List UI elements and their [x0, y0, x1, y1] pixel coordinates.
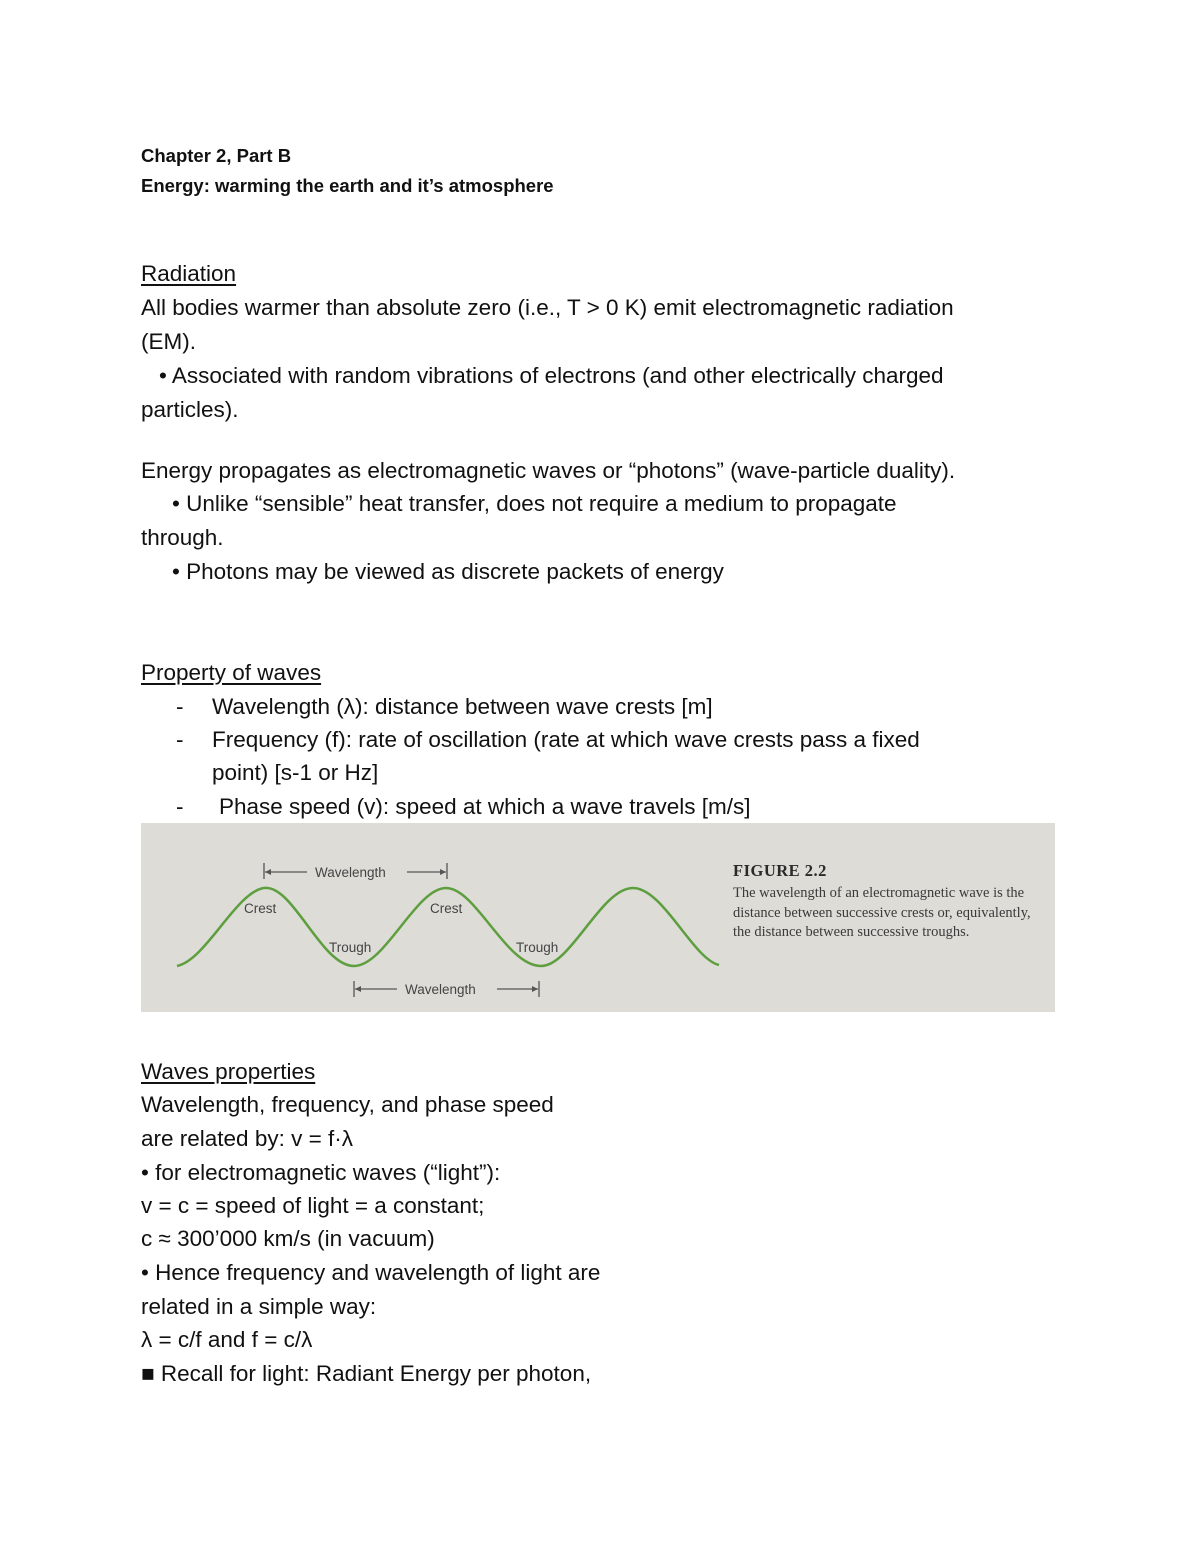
- wave-figure: [141, 823, 1055, 1012]
- list-dash: -: [176, 727, 184, 752]
- radiation-bullet-2: • Unlike “sensible” heat transfer, does not require a medium to propagate: [172, 491, 897, 516]
- radiation-bullet-2-cont: through.: [141, 525, 224, 550]
- list-dash: -: [176, 694, 184, 719]
- figure-caption: The wavelength of an electromagnetic wave is the distance between successive crests or, equivalently, the distance between successive troughs.: [733, 885, 1031, 940]
- wavelength-bottom-label: Wavelength: [405, 982, 476, 997]
- waves-properties-line: c ≈ 300’000 km/s (in vacuum): [141, 1226, 435, 1251]
- figure-title: FIGURE 2.2: [733, 861, 827, 880]
- trough-label: Trough: [329, 940, 372, 955]
- crest-label: Crest: [430, 901, 463, 916]
- waves-properties-line: v = c = speed of light = a constant;: [141, 1193, 485, 1218]
- radiation-bullet-1-cont: particles).: [141, 397, 239, 422]
- property-of-waves-heading: Property of waves: [141, 660, 322, 685]
- waves-properties-line: ■ Recall for light: Radiant Energy per photon,: [141, 1361, 592, 1386]
- waves-properties-line: • for electromagnetic waves (“light”):: [141, 1160, 501, 1185]
- chapter-title: Chapter 2, Part B: [141, 145, 292, 166]
- waves-properties-line: are related by: v = f·λ: [141, 1126, 353, 1151]
- radiation-bullet-3: • Photons may be viewed as discrete packets of energy: [172, 559, 724, 584]
- list-item: Phase speed (v): speed at which a wave travels [m/s]: [219, 794, 751, 819]
- radiation-paragraph-2: Energy propagates as electromagnetic waves or “photons” (wave-particle duality).: [141, 458, 956, 483]
- waves-properties-line: related in a simple way:: [141, 1294, 377, 1319]
- waves-properties-line: • Hence frequency and wavelength of light are: [141, 1260, 601, 1285]
- wave-curve: [177, 888, 719, 966]
- radiation-line-2: (EM).: [141, 329, 196, 354]
- waves-properties-line: λ = c/f and f = c/λ: [141, 1327, 313, 1352]
- wavelength-top-label: Wavelength: [315, 865, 386, 880]
- chapter-subtitle: Energy: warming the earth and it’s atmosphere: [141, 175, 554, 196]
- list-item: Wavelength (λ): distance between wave crests [m]: [212, 694, 713, 719]
- list-item-cont: point) [s-1 or Hz]: [212, 760, 379, 785]
- list-item: Frequency (f): rate of oscillation (rate at which wave crests pass a fixed: [212, 727, 920, 752]
- radiation-bullet-1: • Associated with random vibrations of electrons (and other electrically charged: [159, 363, 944, 388]
- radiation-heading: Radiation: [141, 261, 237, 286]
- waves-properties-heading: Waves properties: [141, 1059, 316, 1084]
- radiation-line-1: All bodies warmer than absolute zero (i.e., T > 0 K) emit electromagnetic radiation: [141, 295, 954, 320]
- waves-properties-line: Wavelength, frequency, and phase speed: [141, 1092, 554, 1117]
- crest-label: Crest: [244, 901, 277, 916]
- list-dash: -: [176, 794, 184, 819]
- trough-label: Trough: [516, 940, 559, 955]
